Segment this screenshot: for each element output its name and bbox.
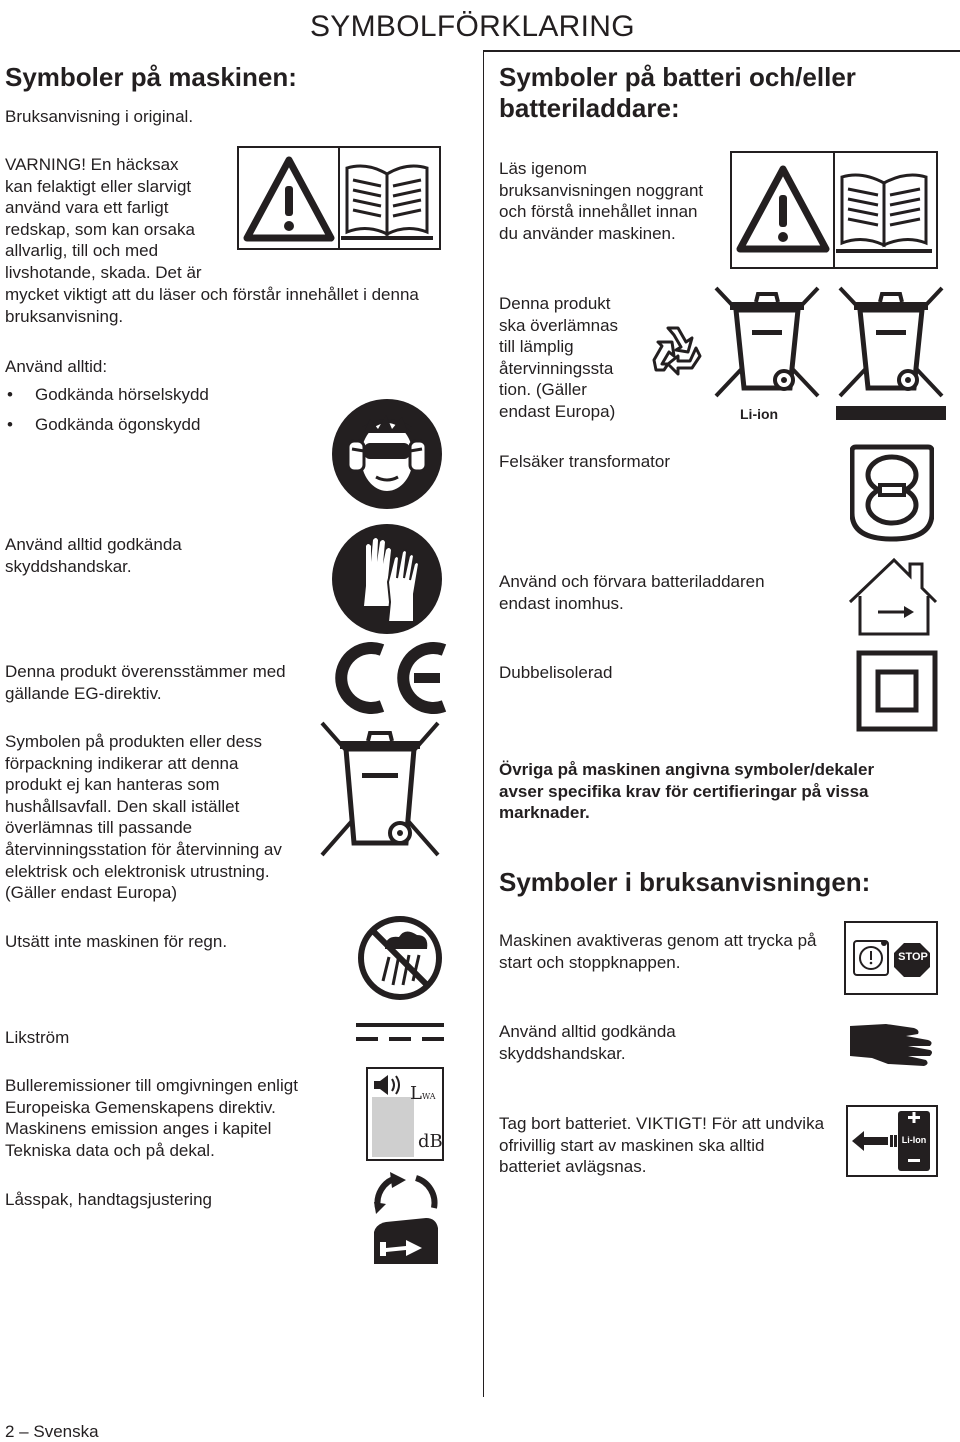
- indoor-text: Använd och förvara batteriladdaren endast inomhus.: [499, 572, 765, 613]
- original-note: Bruksanvisning i original.: [5, 107, 194, 126]
- dc-current-icon: [356, 1021, 444, 1045]
- always-use-label: Använd alltid:: [5, 357, 108, 376]
- page-number: 2 – Svenska: [5, 1422, 99, 1441]
- gloves-text-right: Använd alltid godkända skyddshandskar.: [499, 1022, 676, 1063]
- column-divider: [483, 52, 484, 1397]
- list-item: • Godkända ögonskydd: [5, 414, 305, 436]
- other-symbols-text: Övriga på maskinen angivna symboler/dekaler avser specifika krav för certifieringar på vissa marknader.: [499, 760, 875, 823]
- protection-list: [5, 384, 305, 435]
- warning-book-symbol-right: [730, 151, 938, 269]
- noise-level-symbol: [366, 1067, 444, 1161]
- crossed-bin-bar-icon: [836, 284, 946, 428]
- glove-hand-icon: [848, 1020, 936, 1072]
- noise-text: Bulleremissioner till omgivningen enligt Europeiska Gemenskapens direktiv. Maskinens emission anges i kapitel Tekniska data och på dekal.: [5, 1076, 298, 1160]
- rain-text: Utsätt inte maskinen för regn.: [5, 932, 228, 951]
- battery-label: Li-Ion: [901, 1135, 927, 1145]
- recycle-text: Denna produkt ska överlämnas till lämplig återvinningssta tion. (Gäller endast Europa): [499, 294, 619, 421]
- gloves-text: Använd alltid godkända skyddshandskar.: [5, 535, 182, 576]
- stop-text: Maskinen avaktiveras genom att trycka på start och stoppknappen.: [499, 931, 817, 972]
- db-label: dB: [418, 1131, 443, 1152]
- crossed-bin-liion-icon: [712, 284, 822, 404]
- dc-text: Likström: [5, 1028, 70, 1047]
- transformer-text: Felsäker transformator: [499, 452, 670, 471]
- ear-eye-protection-icon: [330, 397, 444, 511]
- double-insulated-icon: [856, 650, 938, 732]
- book-icon: [836, 175, 932, 251]
- start-stop-symbol: [844, 921, 938, 995]
- warning-text-tail: mycket viktigt att du läser och förstår innehållet i denna bruksanvisning.: [5, 285, 419, 326]
- right-heading: Symboler på batteri och/eller batteriladdare:: [499, 62, 856, 123]
- weee-text: Symbolen på produkten eller dess förpackning indikerar att denna produkt ej kan hanteras som hushållsavfall. Den skall istället överlämnas till passande återvinningsstation för återvinning av elektrisk och elektronisk utrustning. (Gäller endast Europa): [5, 732, 282, 903]
- lwa-label: LWA: [410, 1083, 436, 1104]
- left-heading: Symboler på maskinen:: [5, 62, 297, 92]
- ce-text: Denna produkt överensstämmer med gällande EG-direktiv.: [5, 662, 286, 703]
- failsafe-transformer-icon: [850, 443, 934, 543]
- book-icon: [341, 166, 433, 238]
- indoor-house-icon: [848, 556, 938, 636]
- liion-label: Li-ion: [740, 406, 779, 422]
- battery-text: Tag bort batteriet. VIKTIGT! För att undvika ofrivillig start av maskinen ska alltid batteriet avlägsnas.: [499, 1114, 825, 1177]
- crossed-bin-icon: [318, 719, 442, 859]
- lock-text: Låsspak, handtagsjustering: [5, 1190, 212, 1209]
- warning-text: VARNING! En häcksax kan felaktigt eller slarvigt använd vara ett farligt redskap, som kan orsaka allvarlig, till och med livshotande, skada. Det är: [5, 155, 202, 282]
- double-insulated-text: Dubbelisolerad: [499, 663, 613, 682]
- header-rule: [483, 50, 960, 52]
- list-item: • Godkända hörselskydd: [5, 384, 305, 406]
- lock-lever-icon: [366, 1170, 446, 1270]
- page-title: SYMBOLFÖRKLARING: [310, 10, 635, 43]
- stop-label: STOP: [898, 951, 928, 963]
- gloves-icon: [330, 522, 444, 636]
- read-manual-text: Läs igenom bruksanvisningen noggrant och förstå innehållet innan du använder maskinen.: [499, 159, 704, 243]
- recycle-icon: [648, 322, 704, 376]
- ce-mark-icon: [332, 642, 452, 714]
- no-rain-icon: [357, 915, 443, 1001]
- remove-battery-symbol: [846, 1105, 938, 1177]
- manual-symbols-heading: Symboler i bruksanvisningen:: [499, 867, 871, 897]
- warning-book-symbol: [237, 146, 441, 250]
